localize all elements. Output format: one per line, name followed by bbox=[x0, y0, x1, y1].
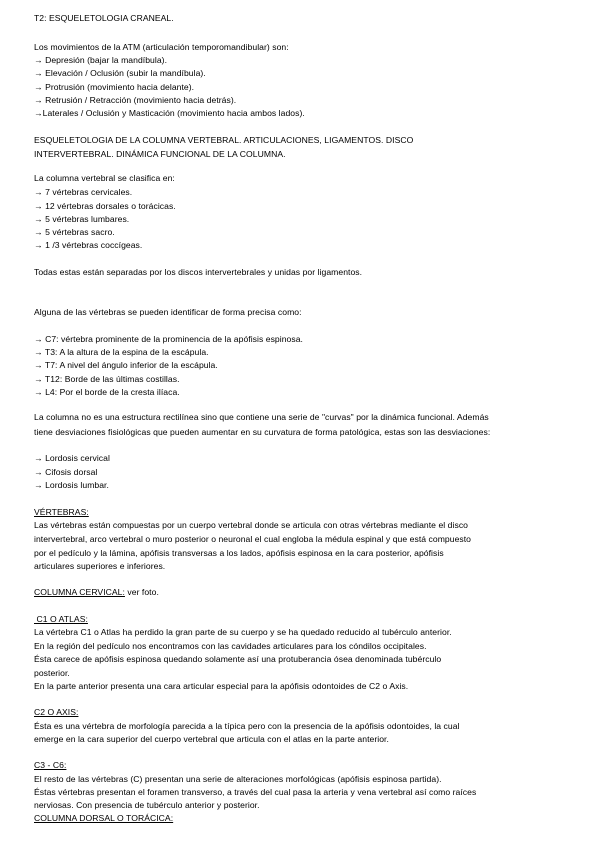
identificar-item-3: → T7: A nivel del ángulo inferior de la escápula. bbox=[34, 360, 218, 370]
identificar-intro: Alguna de las vértebras se pueden identificar de forma precisa como: bbox=[34, 307, 302, 317]
vertebras-line-4: articulares superiores e inferiores. bbox=[34, 561, 166, 571]
atm-item-3: → Protrusión (movimiento hacia delante). bbox=[34, 82, 195, 92]
cervical-text: ver foto. bbox=[124, 587, 159, 597]
identificar-item-1: → C7: vértebra prominente de la prominencia de la apófisis espinosa. bbox=[34, 334, 303, 344]
curvas-line-1: La columna no es una estructura rectilínea sino que contiene una serie de "curvas" por la dinámica funcional. Además bbox=[34, 412, 489, 422]
c1-line-5: En la parte anterior presenta una cara articular especial para la apófisis odontoides de C2 o Axis. bbox=[34, 681, 409, 691]
c1-heading: C1 O ATLAS: bbox=[34, 614, 88, 624]
identificar-item-5: → L4: Por el borde de la cresta ilíaca. bbox=[34, 387, 180, 397]
vertebras-line-1: Las vértebras están compuestas por un cuerpo vertebral donde se articula con otras vértebras mediante el disco bbox=[34, 520, 468, 530]
clasificacion-item-3: → 5 vértebras lumbares. bbox=[34, 214, 130, 224]
curvas-line-2: tiene desviaciones fisiológicas que pueden aumentar en su curvatura de forma patológica, estas son las desviaciones: bbox=[34, 427, 491, 437]
atm-item-5: →Laterales / Oclusión y Masticación (movimiento hacia ambos lados). bbox=[34, 108, 305, 118]
clasificacion-item-2: → 12 vértebras dorsales o torácicas. bbox=[34, 201, 176, 211]
vertebras-line-3: por el pedículo y la lámina, apófisis transversas a los lados, apófisis espinosa en la cara posterior, apófisis bbox=[34, 548, 444, 558]
c2-heading: C2 O AXIS: bbox=[34, 707, 79, 717]
clasificacion-item-4: → 5 vértebras sacro. bbox=[34, 227, 115, 237]
c3c6-line-1: El resto de las vértebras (C) presentan una serie de alteraciones morfológicas (apófisis espinosa partida). bbox=[34, 774, 442, 784]
curvas-item-3: → Lordosis lumbar. bbox=[34, 480, 109, 490]
clasificacion-item-1: → 7 vértebras cervicales. bbox=[34, 187, 133, 197]
curvas-item-2: → Cifosis dorsal bbox=[34, 467, 98, 477]
identificar-item-4: → T12: Borde de las últimas costillas. bbox=[34, 374, 180, 384]
vertebras-heading: VÉRTEBRAS: bbox=[34, 507, 89, 517]
c1-line-4: posterior. bbox=[34, 668, 70, 678]
c3c6-heading: C3 - C6: bbox=[34, 760, 67, 770]
c1-line-2: En la región del pedículo nos encontramos con las cavidades articulares para los cóndilos occipitales. bbox=[34, 641, 427, 651]
c1-line-1: La vértebra C1 o Atlas ha perdido la gran parte de su cuerpo y se ha quedado reducido al tubérculo anterior. bbox=[34, 627, 452, 637]
c3c6-line-2: Éstas vértebras presentan el foramen transverso, a través del cual pasa la arteria y vena vertebral así como raíces bbox=[34, 787, 477, 797]
clasificacion-intro: La columna vertebral se clasifica en: bbox=[34, 173, 175, 183]
atm-item-2: → Elevación / Oclusión (subir la mandíbula). bbox=[34, 68, 206, 78]
dorsal-heading: COLUMNA DORSAL O TORÁCICA: bbox=[34, 813, 174, 823]
cervical-line bbox=[34, 587, 159, 598]
columna-heading-line-1: ESQUELETOLOGIA DE LA COLUMNA VERTEBRAL. ARTICULACIONES, LIGAMENTOS. DISCO bbox=[34, 135, 414, 145]
c2-line-2: emerge en la cara superior del cuerpo vertebral que articula con el atlas en la parte anterior. bbox=[34, 734, 389, 744]
atm-item-1: → Depresión (bajar la mandíbula). bbox=[34, 55, 168, 65]
atm-intro: Los movimientos de la ATM (articulación temporomandibular) son: bbox=[34, 42, 289, 52]
identificar-item-2: → T3: A la altura de la espina de la escápula. bbox=[34, 347, 209, 357]
clasificacion-note: Todas estas están separadas por los discos intervertebrales y unidas por ligamentos. bbox=[34, 267, 363, 277]
vertebras-line-2: intervertebral, arco vertebral o muro posterior o neuronal el cual engloba la médula espinal y que está compuesto bbox=[34, 534, 472, 544]
c3c6-line-3: nerviosas. Con presencia de tubérculo anterior y posterior. bbox=[34, 800, 260, 810]
cervical-heading: COLUMNA CERVICAL: bbox=[34, 587, 125, 597]
c2-line-1: Ésta es una vértebra de morfología parecida a la típica pero con la presencia de la apófisis odontoides, la cual bbox=[34, 721, 460, 731]
atm-item-4: → Retrusión / Retracción (movimiento hacia detrás). bbox=[34, 95, 237, 105]
curvas-item-1: → Lordosis cervical bbox=[34, 453, 110, 463]
page-title: T2: ESQUELETOLOGIA CRANEAL. bbox=[34, 13, 174, 23]
c1-line-3: Ésta carece de apófisis espinosa quedando solamente así una protuberancia ósea denominada tubérculo bbox=[34, 654, 442, 664]
columna-heading-line-2: INTERVERTEBRAL. DINÁMICA FUNCIONAL DE LA COLUMNA. bbox=[34, 149, 286, 159]
clasificacion-item-5: → 1 /3 vértebras coccígeas. bbox=[34, 240, 143, 250]
